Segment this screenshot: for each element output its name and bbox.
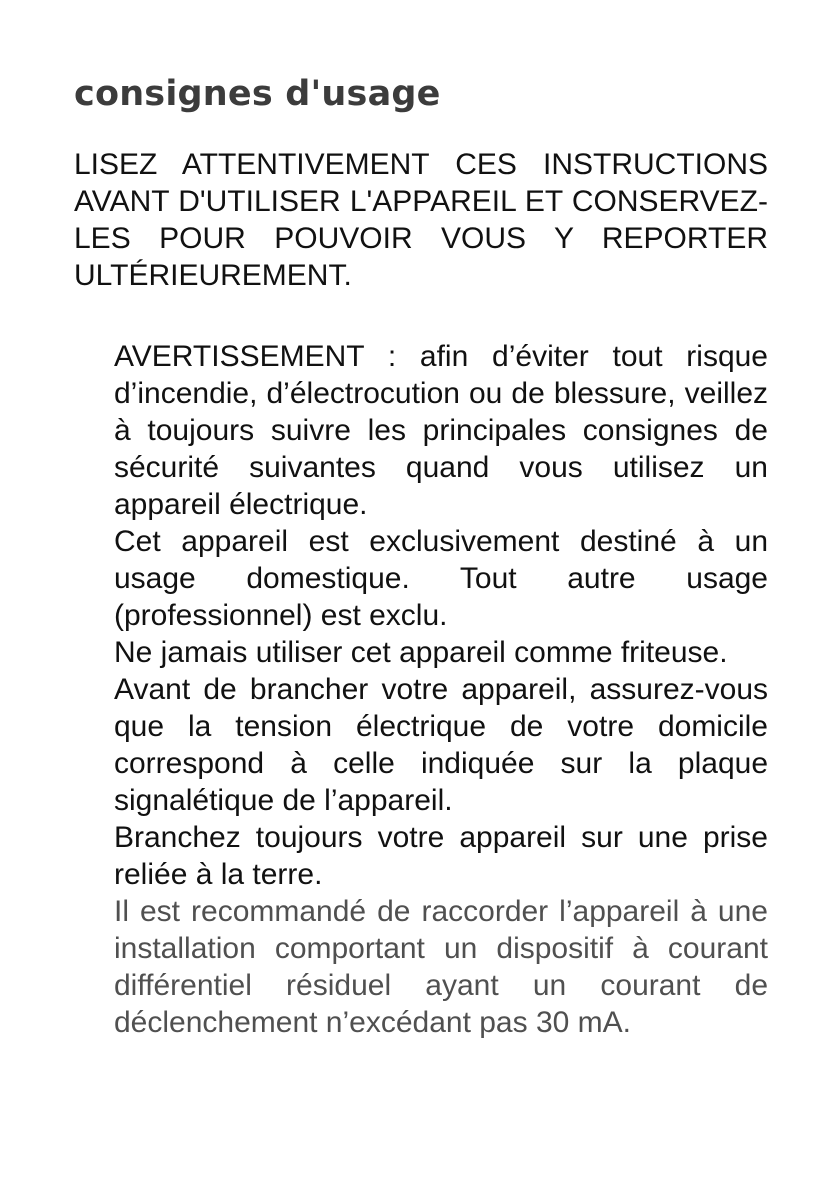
instruction-rcd: Il est recommandé de raccorder l’appareil à une installation comportant un dispositif à courant différentiel résiduel ayant un courant de déclenchement n’excédant pas 30 mA.	[114, 895, 768, 1039]
intro-paragraph: LISEZ ATTENTIVEMENT CES INSTRUCTIONS AVANT D'UTILISER L'APPAREIL ET CONSERVEZ-LES POUR POUVOIR VOUS Y REPORTER ULTÉRIEUREMENT.	[74, 148, 768, 292]
instruction-domestic-use: Cet appareil est exclusivement destiné à un usage domestique. Tout autre usage (professionnel) est exclu.	[114, 525, 768, 632]
instruction-earthed-socket: Branchez toujours votre appareil sur une prise reliée à la terre.	[114, 821, 768, 891]
instruction-warning: AVERTISSEMENT : afin d’éviter tout risque d’incendie, d’électrocution ou de blessure, veillez à toujours suivre les principales consignes de sécurité suivantes quand vous utilisez un appareil électrique.	[114, 340, 768, 521]
instruction-no-fryer: Ne jamais utiliser cet appareil comme friteuse.	[114, 636, 728, 669]
page-title: consignes d'usage	[74, 74, 441, 114]
instruction-voltage-check: Avant de brancher votre appareil, assurez-vous que la tension électrique de votre domicile correspond à celle indiquée sur la plaque signalétique de l’appareil.	[114, 673, 768, 817]
safety-instructions-list	[114, 338, 768, 1041]
